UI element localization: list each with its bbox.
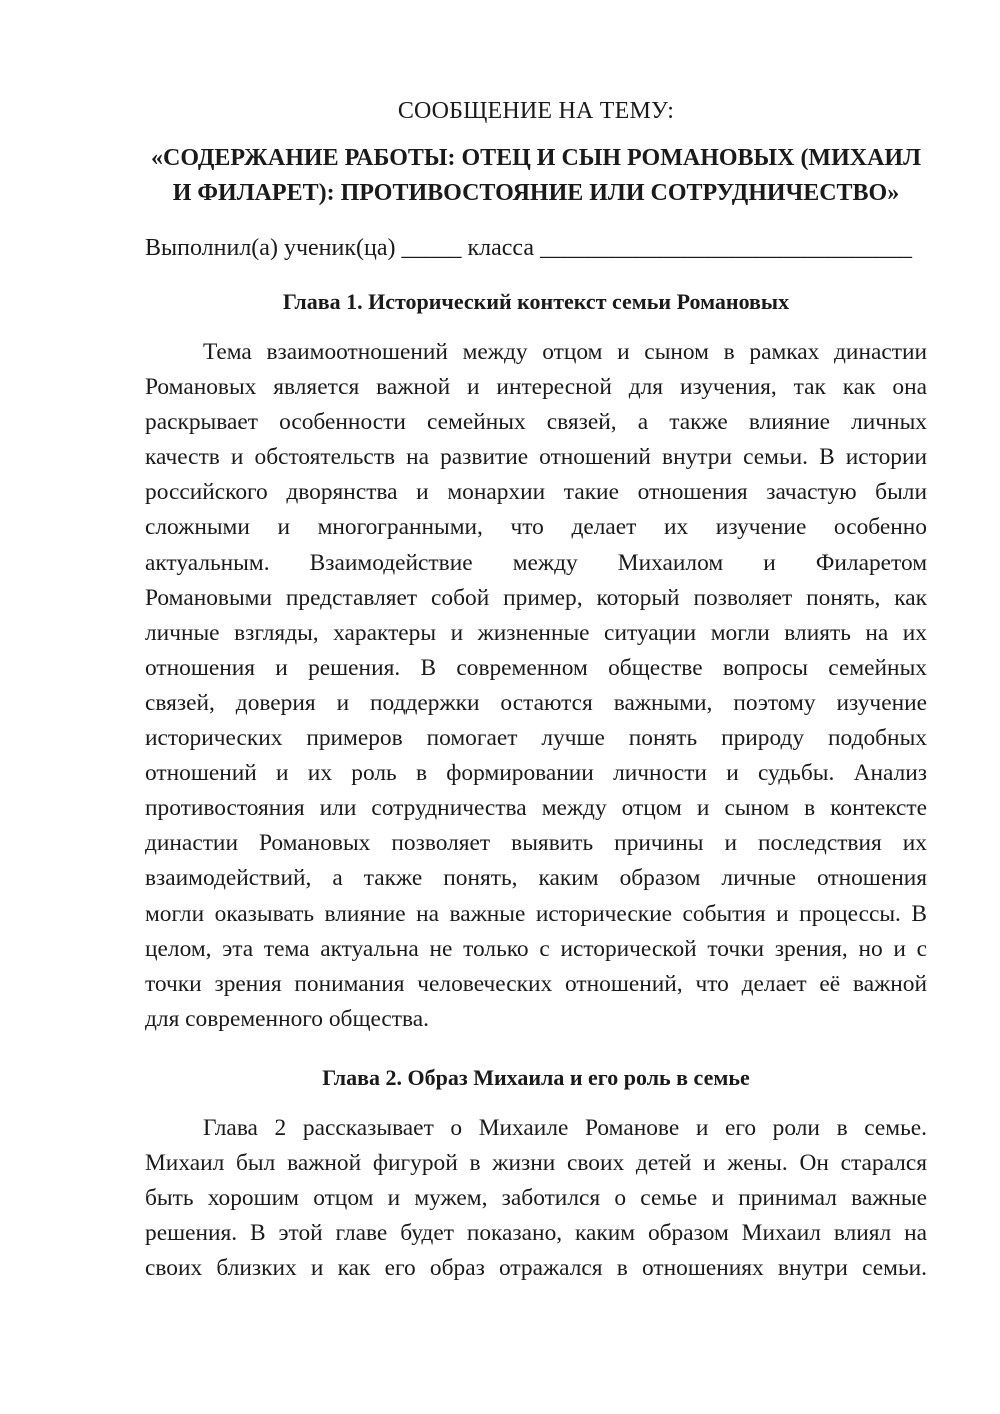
report-title (145, 141, 927, 211)
text-line: Романовых является важной и интересной для изучения, так как она (145, 374, 927, 401)
text-line: быть хорошим отцом и мужем, заботился о семье и принимал важные (145, 1185, 927, 1212)
text-line: Глава 2 рассказывает о Михаиле Романове и его роли в семье. (203, 1115, 927, 1141)
text-line: российского дворянства и монархии такие отношения зачастую были (145, 479, 927, 506)
text-line: взаимодействий, а также понять, каким образом личные отношения (145, 865, 927, 892)
text-line: Романовыми представляет собой пример, который позволяет понять, как (145, 584, 927, 611)
text-line: исторических примеров помогает лучше понять природу подобных (145, 725, 927, 752)
text-line: целом, эта тема актуальна не только с исторической точки зрения, но и с (145, 935, 927, 962)
text-line: решения. В этой главе будет показано, каким образом Михаил влиял на (145, 1220, 927, 1247)
text-line: династии Романовых позволяет выявить причины и последствия их (145, 830, 927, 857)
text-line: отношений и их роль в формировании личности и судьбы. Анализ (145, 760, 927, 787)
chapter-2-heading: Глава 2. Образ Михаила и его роль в семье (322, 1065, 750, 1090)
performer-line: Выполнил(а) ученик(ца) _____ класса _______________________________ (145, 235, 913, 261)
text-line: противостояния или сотрудничества между отцом и сыном в контексте (145, 795, 927, 822)
text-line: личные взгляды, характеры и жизненные ситуации могли влиять на их (145, 619, 927, 646)
text-line: своих близких и как его образ отражался в отношениях внутри семьи. (145, 1255, 927, 1282)
text-line: связей, доверия и поддержки остаются важными, поэтому изучение (145, 689, 927, 716)
text-line: актуальным. Взаимодействие между Михаилом и Филаретом (145, 549, 927, 576)
text-line: Михаил был важной фигурой в жизни своих детей и жены. Он старался (145, 1150, 927, 1177)
report-title-line: «СОДЕРЖАНИЕ РАБОТЫ: ОТЕЦ И СЫН РОМАНОВЫХ (МИХАИЛ (151, 145, 921, 171)
chapter-2-paragraph (145, 1111, 927, 1286)
report-title-line: И ФИЛАРЕТ): ПРОТИВОСТОЯНИЕ ИЛИ СОТРУДНИЧЕСТВО» (172, 180, 900, 206)
text-line: отношения и решения. В современном обществе вопросы семейных (145, 654, 927, 681)
text-line: могли оказывать влияние на важные исторические события и процессы. В (145, 900, 927, 927)
text-line: сложными и многогранными, что делает их изучение особенно (145, 514, 927, 541)
chapter-1-heading: Глава 1. Исторический контекст семьи Романовых (282, 289, 790, 314)
text-line: для современного общества. (145, 1005, 429, 1032)
topic-label: СООБЩЕНИЕ НА ТЕМУ: (397, 98, 675, 124)
text-line: качеств и обстоятельств на развитие отношений внутри семьи. В истории (145, 444, 927, 471)
text-line: Тема взаимоотношений между отцом и сыном в рамках династии (203, 339, 927, 365)
chapter-1-paragraph (145, 335, 927, 1037)
text-line: точки зрения понимания человеческих отношений, что делает её важной (145, 970, 927, 997)
text-line: раскрывает особенности семейных связей, а также влияние личных (145, 409, 927, 436)
